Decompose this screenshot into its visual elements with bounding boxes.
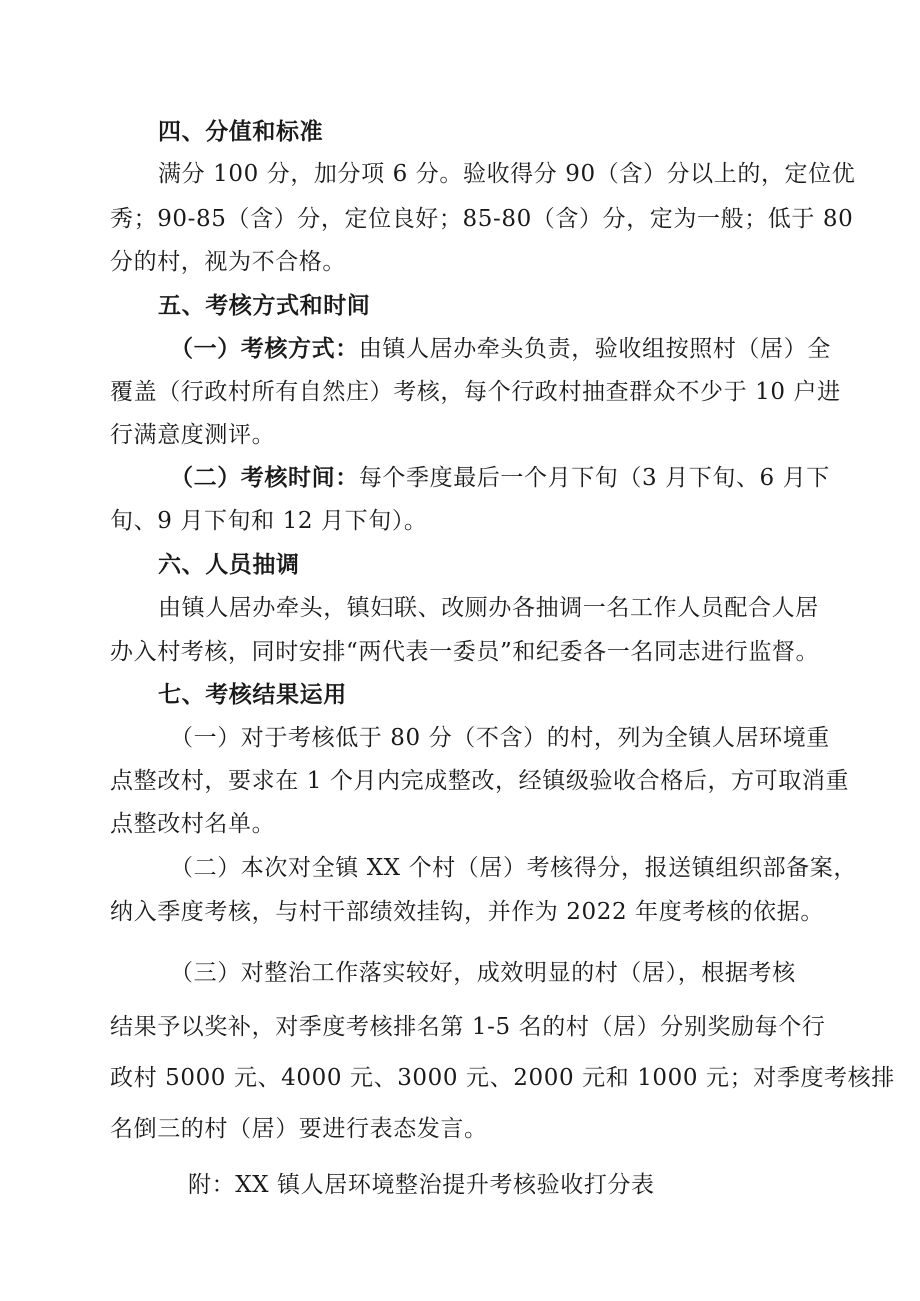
sub-label-method: （一）考核方式： [170,335,359,362]
sub-text: 每个季度最后一个月下旬（3 月下旬、6 月下 [358,465,830,491]
sub-paragraph-first-line [170,462,830,494]
paragraph-line: 结果予以奖补，对季度考核排名第 1-5 名的村（居）分别奖励每个行 [110,1014,826,1040]
paragraph-line: 行满意度测评。 [110,422,276,448]
sub-label-time: （二）考核时间： [170,464,359,491]
paragraph-line: 政村 5000 元、4000 元、3000 元、2000 元和 1000 元；对季度考核排 [110,1065,895,1091]
paragraph-line: 满分 100 分，加分项 6 分。验收得分 90（含）分以上的，定位优 [158,161,856,187]
paragraph-line: 秀；90-85（含）分，定位良好；85-80（含）分，定为一般；低于 80 [110,206,854,232]
paragraph-line: （三）对整治工作落实较好，成效明显的村（居），根据考核 [170,960,796,986]
paragraph-line: 办入村考核，同时安排“两代表一委员”和纪委各一名同志进行监督。 [110,639,820,665]
paragraph-line: 纳入季度考核，与村干部绩效挂钩，并作为 2022 年度考核的依据。 [110,899,824,925]
paragraph-line: （二）本次对全镇 XX 个村（居）考核得分，报送镇组织部备案， [170,855,857,881]
paragraph-line: 点整改村名单。 [110,811,276,837]
paragraph-line: 名倒三的村（居）要进行表态发言。 [110,1116,488,1142]
sub-paragraph-first-line [170,333,831,365]
paragraph-line: 由镇人居办牵头，镇妇联、改厕办各抽调一名工作人员配合人居 [158,595,819,621]
paragraph-line: 点整改村，要求在 1 个月内完成整改，经镇级验收合格后，方可取消重 [110,768,850,794]
sub-text: 由镇人居办牵头负责，验收组按照村（居）全 [358,336,831,362]
paragraph-line: （一）对于考核低于 80 分（不含）的村，列为全镇人居环境重 [170,725,830,751]
section-heading-7: 七、考核结果运用 [158,681,347,708]
attachment-note: 附：XX 镇人居环境整治提升考核验收打分表 [188,1172,655,1198]
section-heading-6: 六、人员抽调 [158,551,300,578]
paragraph-line: 分的村，视为不合格。 [110,249,346,275]
section-heading-5: 五、考核方式和时间 [158,292,371,319]
paragraph-line: 覆盖（行政村所有自然庄）考核，每个行政村抽查群众不少于 10 户进 [110,379,841,405]
paragraph-line: 旬、9 月下旬和 12 月下旬）。 [110,508,428,534]
section-heading-4: 四、分值和标准 [158,118,324,145]
